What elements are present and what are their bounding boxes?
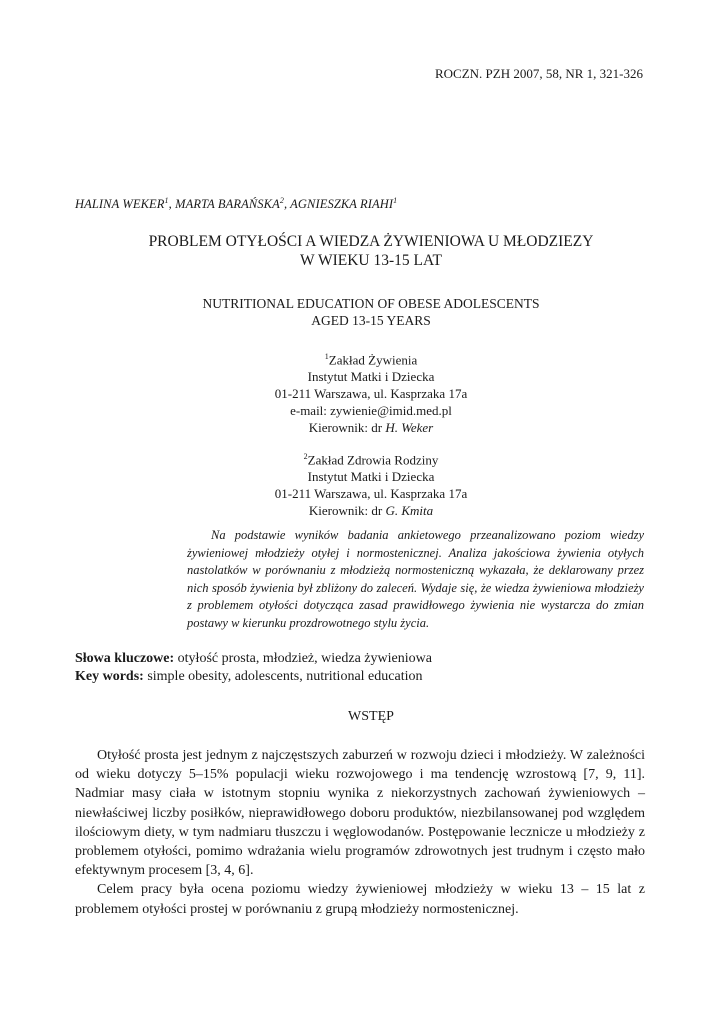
keywords-block — [75, 650, 645, 686]
section-heading: WSTĘP — [348, 709, 394, 724]
affiliation-address: 01-211 Warszawa, ul. Kasprzaka 17a — [274, 386, 468, 402]
affiliation-email: e-mail: zywienie@imid.med.pl — [290, 403, 452, 419]
title-english — [0, 295, 719, 329]
section-body — [75, 746, 645, 919]
title-polish — [0, 232, 719, 270]
affiliation-institute: Instytut Matki i Dziecka — [307, 369, 435, 385]
author-name: AGNIESZKA RIAHI — [290, 197, 394, 212]
keywords-polish-text: otyłość prosta, młodzież, wiedza żywieniowa — [174, 651, 432, 666]
keywords-english-text: simple obesity, adolescents, nutritional education — [143, 669, 423, 684]
affiliation-2 — [0, 448, 719, 519]
affiliation-head-label: Kierownik: dr — [308, 420, 386, 436]
keywords-english-label: Key words: — [75, 669, 144, 684]
affiliation-unit: Zakład Zdrowia Rodziny — [307, 452, 439, 468]
title-english-line: NUTRITIONAL EDUCATION OF OBESE ADOLESCENTS — [202, 296, 540, 311]
keywords-polish-label: Słowa kluczowe: — [75, 651, 175, 666]
author-affiliation-mark: 1 — [164, 196, 169, 205]
affiliation-1 — [0, 348, 719, 436]
author-affiliation-mark: 2 — [279, 196, 284, 205]
author-name: MARTA BARAŃSKA — [175, 197, 280, 212]
author-affiliation-mark: 1 — [393, 196, 398, 205]
author-list: HALINA WEKER$^1$, MARTA BARAŃSKA$^2$, AGNIESZKA RIAHI$^1$ — [75, 196, 398, 212]
body-paragraph: Celem pracy była ocena poziomu wiedzy żywieniowej młodzieży w wieku 13 – 15 lat z problemem otyłości prostej w porównaniu z grupą młodzieży normostenicznej. — [75, 882, 645, 917]
affiliation-head-name: G. Kmita — [385, 503, 434, 519]
affiliation-head-label: Kierownik: dr — [308, 503, 386, 519]
title-polish-line: W WIEKU 13-15 LAT — [300, 252, 442, 269]
affiliation-unit: Zakład Żywienia — [328, 352, 418, 368]
keywords-english — [75, 668, 645, 686]
keywords-polish — [75, 650, 645, 668]
affiliation-mark: 1 — [324, 352, 329, 361]
affiliation-address: 01-211 Warszawa, ul. Kasprzaka 17a — [274, 486, 468, 502]
affiliation-institute: Instytut Matki i Dziecka — [307, 469, 435, 485]
title-polish-line: PROBLEM OTYŁOŚCI A WIEDZA ŻYWIENIOWA U MŁODZIEZY — [148, 233, 594, 250]
journal-reference: ROCZN. PZH 2007, 58, NR 1, 321-326 — [434, 66, 643, 81]
title-english-line: AGED 13-15 YEARS — [311, 313, 431, 328]
body-paragraph: Otyłość prosta jest jednym z najczęstszych zaburzeń w rozwoju dzieci i młodzieży. W zależności od wieku dotyczy 5–15% populacji wieku rozwojowego i ma tendencję wzrostową [7, 9, 11]. Nadmiar masy ciała w istotnym stopniu wynika z niekorzystnych zachowań żywieniowych – niewłaściwej liczby posiłków, nieprawidłowego doboru produktów, niezbilansowanej pod względem ilościowym diety, w tym nadmiaru tłuszczu i węglowodanów. Postępowanie lecznicze u młodzieży z problemem otyłości, pomimo wdrażania wielu programów zdrowotnych jest trudnym i często mało efektywnym procesem [3, 4, 6]. — [75, 748, 645, 879]
author-name: HALINA WEKER — [75, 197, 165, 212]
affiliation-mark: 2 — [303, 452, 308, 461]
affiliation-head-name: H. Weker — [385, 420, 434, 436]
abstract: Na podstawie wyników badania ankietowego przeanalizowano poziom wiedzy żywieniowej młodzieży otyłej i normostenicznej. Analiza jakościowa żywienia otyłych nastolatków w porównaniu z młodzieżą normosteniczną wykazała, że deklarowany przez nich sposób żywienia był zbliżony do zaleceń. Wydaje się, że wiedza żywieniowa młodzieży z problemem otyłości dotycząca zasad prawidłowego żywienia nie wystarcza do zmian postawy w kierunku prozdrowotnego stylu życia. — [187, 528, 644, 630]
